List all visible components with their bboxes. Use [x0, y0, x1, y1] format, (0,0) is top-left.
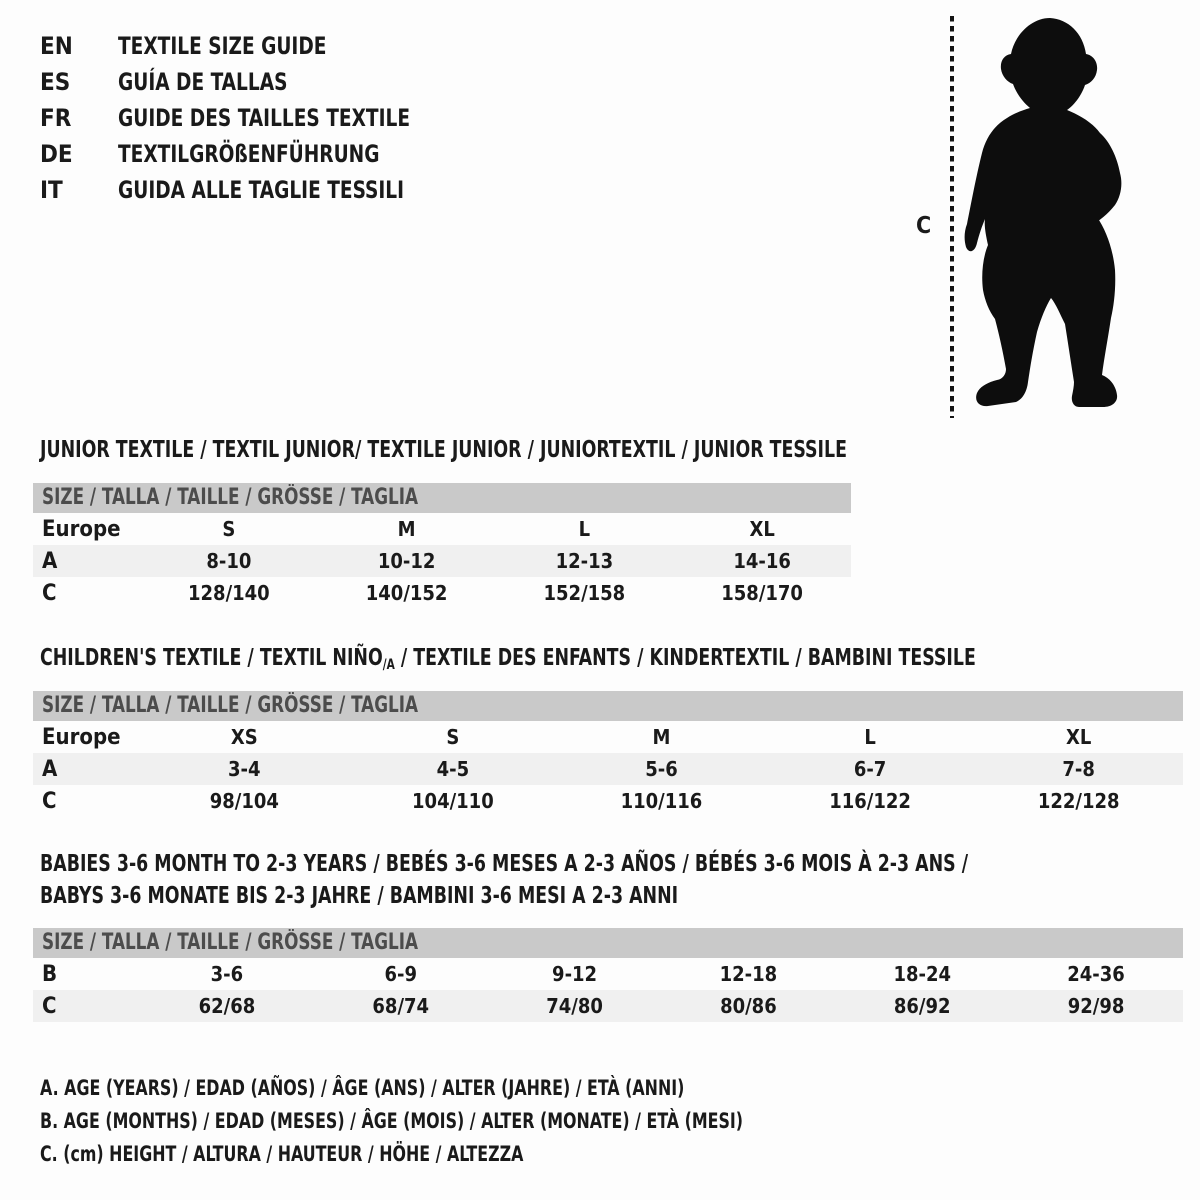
size-cell: M [652, 725, 671, 749]
junior-size-table [33, 483, 851, 609]
toddler-silhouette [964, 14, 1136, 419]
table-row [33, 577, 851, 609]
legend-line-c: C. (cm) HEIGHT / ALTURA / HAUTEUR / HÖHE / ALTEZZA [40, 1142, 524, 1166]
size-cell: 110/116 [620, 789, 703, 813]
measure-label-c: C [916, 213, 932, 239]
size-cell: 3-4 [228, 757, 261, 781]
size-cell: 74/80 [546, 994, 603, 1018]
section-title-junior: JUNIOR TEXTILE / TEXTIL JUNIOR/ TEXTILE JUNIOR / JUNIORTEXTIL / JUNIOR TESSILE [40, 437, 847, 463]
size-cell: 14-16 [733, 549, 791, 573]
title-subscript: /A [382, 657, 395, 673]
children-size-table [33, 691, 1183, 817]
legend-line-a: A. AGE (YEARS) / EDAD (AÑOS) / ÂGE (ANS) / ALTER (JAHRE) / ETÀ (ANNI) [40, 1076, 685, 1100]
size-cell: 7-8 [1062, 757, 1095, 781]
size-cell: 80/86 [720, 994, 777, 1018]
size-cell: 116/122 [829, 789, 911, 813]
legend-line-b: B. AGE (MONTHS) / EDAD (MESES) / ÂGE (MOIS) / ALTER (MONATE) / ETÀ (MESI) [40, 1109, 744, 1133]
size-header-bar [33, 691, 1183, 721]
lang-label: GUÍA DE TALLAS [118, 68, 288, 96]
row-label: Europe [42, 724, 121, 750]
size-cell: 9-12 [552, 962, 598, 986]
size-cell: XL [1066, 725, 1092, 749]
lang-label: GUIDA ALLE TAGLIE TESSILI [118, 176, 405, 204]
size-cell: 8-10 [206, 549, 252, 573]
height-measure-dashed-line [948, 16, 956, 418]
size-cell: 4-5 [436, 757, 470, 781]
size-cell: 86/92 [893, 994, 951, 1018]
lang-row-de [40, 136, 458, 172]
size-cell: 24-36 [1067, 962, 1125, 986]
lang-row-it [40, 172, 458, 208]
size-cell: 6-9 [384, 962, 417, 986]
size-cell: 92/98 [1067, 994, 1125, 1018]
size-cell: 18-24 [893, 962, 951, 986]
size-cell: 6-7 [853, 757, 887, 781]
table-row [33, 721, 1183, 753]
size-cell: 5-6 [645, 757, 678, 781]
size-cell: XS [230, 725, 258, 749]
babies-size-table [33, 928, 1183, 1022]
size-cell: XL [749, 517, 775, 541]
size-cell: 122/128 [1037, 789, 1120, 813]
section-title-babies [40, 848, 968, 912]
size-cell: 104/110 [412, 789, 494, 813]
lang-code: DE [40, 140, 73, 168]
row-label: Europe [42, 516, 121, 542]
lang-code: FR [40, 104, 72, 132]
size-cell: 10-12 [377, 549, 436, 573]
size-cell: 158/170 [721, 581, 803, 605]
table-row [33, 990, 1183, 1022]
row-label: C [42, 580, 57, 606]
row-label: A [42, 756, 58, 782]
section-title-children [40, 642, 976, 681]
size-cell: 3-6 [210, 962, 244, 986]
table-row [33, 545, 851, 577]
lang-row-es [40, 64, 458, 100]
size-cell: S [222, 517, 236, 541]
title-text: CHILDREN'S TEXTILE / TEXTIL NIÑO [40, 645, 383, 671]
lang-label: TEXTILE SIZE GUIDE [118, 32, 327, 60]
size-cell: L [578, 517, 591, 541]
table-row [33, 513, 851, 545]
size-header-bar [33, 928, 1183, 958]
language-header [40, 28, 458, 208]
size-cell: 98/104 [209, 789, 279, 813]
title-text: / TEXTILE DES ENFANTS / KINDERTEXTIL / BAMBINI TESSILE [394, 645, 976, 671]
lang-code: IT [40, 176, 63, 204]
lang-row-en [40, 28, 458, 64]
size-cell: 12-18 [719, 962, 778, 986]
lang-code: ES [40, 68, 71, 96]
lang-label: GUIDE DES TAILLES TEXTILE [118, 104, 411, 132]
size-cell: 68/74 [372, 994, 430, 1018]
lang-label: TEXTILGRÖßENFÜHRUNG [118, 140, 380, 168]
size-cell: M [397, 517, 416, 541]
row-label: A [42, 548, 58, 574]
table-row [33, 753, 1183, 785]
row-label: C [42, 788, 57, 814]
size-header-text: SIZE / TALLA / TAILLE / GRÖSSE / TAGLIA [42, 485, 419, 510]
title-line-2: BABYS 3-6 MONATE BIS 2-3 JAHRE / BAMBINI 3-6 MESI A 2-3 ANNI [40, 883, 679, 909]
size-cell: 152/158 [543, 581, 626, 605]
size-header-bar [33, 483, 851, 513]
size-cell: 128/140 [188, 581, 270, 605]
lang-code: EN [40, 32, 73, 60]
row-label: B [42, 961, 58, 987]
size-cell: 12-13 [555, 549, 614, 573]
title-line-1: BABIES 3-6 MONTH TO 2-3 YEARS / BEBÉS 3-6 MESES A 2-3 AÑOS / BÉBÉS 3-6 MOIS À 2-3 ANS / [40, 851, 969, 877]
table-row [33, 785, 1183, 817]
size-cell: 62/68 [198, 994, 256, 1018]
measure-legend [40, 1072, 877, 1171]
size-cell: S [446, 725, 460, 749]
table-row [33, 958, 1183, 990]
size-header-text: SIZE / TALLA / TAILLE / GRÖSSE / TAGLIA [42, 930, 419, 955]
size-header-text: SIZE / TALLA / TAILLE / GRÖSSE / TAGLIA [42, 693, 419, 718]
size-cell: 140/152 [365, 581, 448, 605]
lang-row-fr [40, 100, 458, 136]
row-label: C [42, 993, 57, 1019]
size-cell: L [864, 725, 876, 749]
